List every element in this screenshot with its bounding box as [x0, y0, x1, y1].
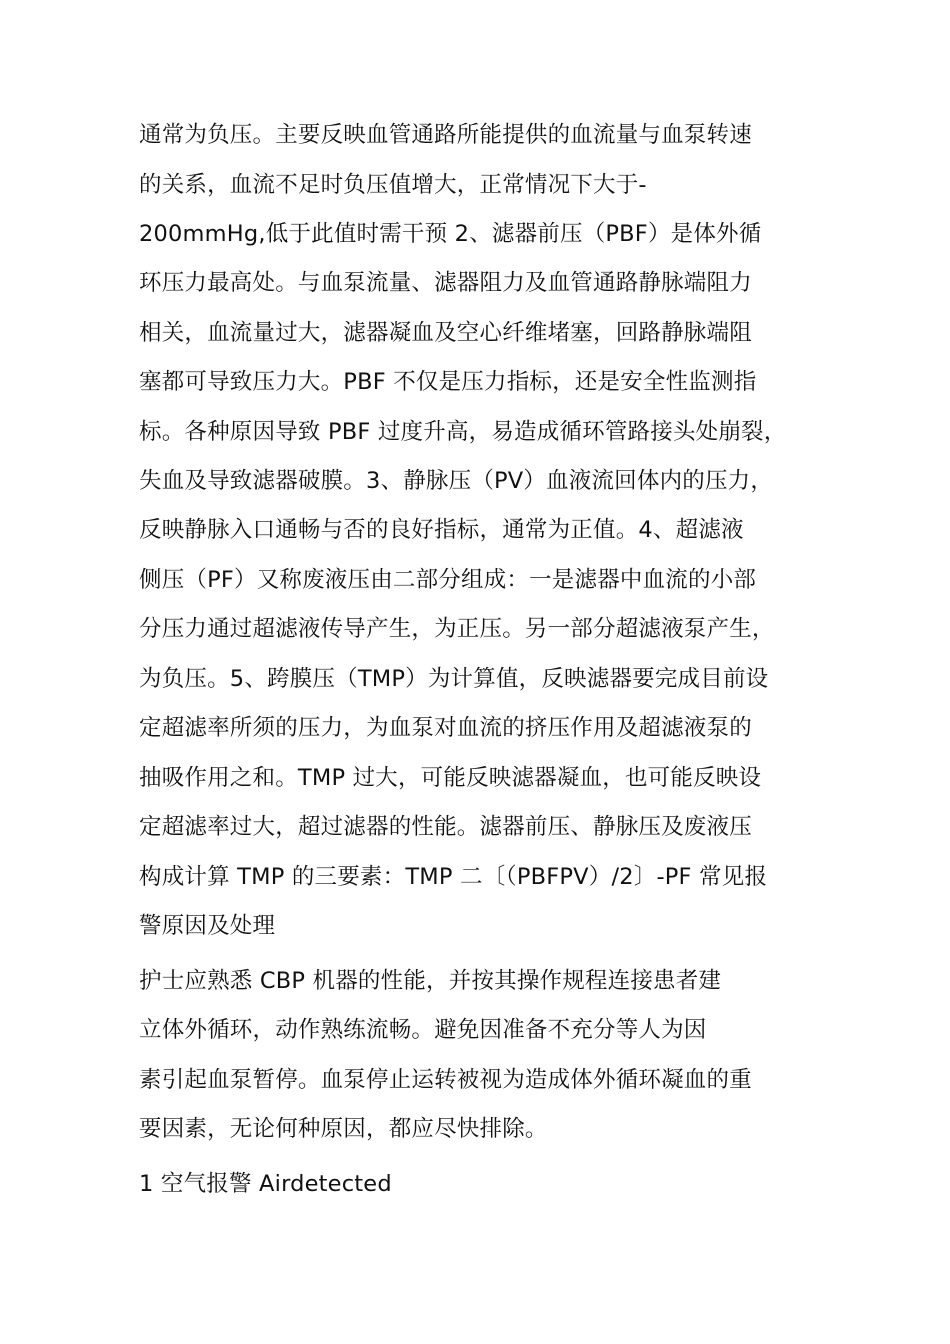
text-line-11: 分压力通过超滤液传导产生，为正压。另一部分超滤液泵产生， [139, 616, 775, 642]
text-line-19: 立体外循环，动作熟练流畅。避免因准备不充分等人为因 [139, 1017, 707, 1043]
text-line-12: 为负压。5、跨膜压（TMP）为计算值，反映滤器要完成目前设 [139, 666, 769, 692]
text-line-6: 塞都可导致压力大。PBF 不仅是压力指标，还是安全性监测指 [139, 369, 757, 395]
text-line-4: 环压力最高处。与血泵流量、滤器阻力及血管通路静脉端阻力 [139, 270, 752, 296]
text-line-16: 构成计算 TMP 的三要素：TMP 二〔（PBFPV）/2〕-PF 常见报 [139, 864, 768, 890]
text-line-3: 200mmHg,低于此值时需干预 2、滤器前压（PBF）是体外循 [139, 221, 762, 247]
text-line-8: 失血及导致滤器破膜。3、静脉压（PV）血液流回体内的压力， [139, 468, 774, 494]
text-line-22: 1 空气报警 Airdetected [139, 1171, 392, 1197]
text-line-13: 定超滤率所须的压力，为血泵对血流的挤压作用及超滤液泵的 [139, 715, 752, 741]
text-line-10: 侧压（PF）又称废液压由二部分组成：一是滤器中血流的小部 [139, 567, 757, 593]
text-line-9: 反映静脉入口通畅与否的良好指标，通常为正值。4、超滤液 [139, 517, 744, 543]
text-line-2: 的关系，血流不足时负压值增大，正常情况下大于- [139, 172, 647, 198]
text-line-5: 相关，血流量过大，滤器凝血及空心纤维堵塞，回路静脉端阻 [139, 320, 752, 346]
text-line-15: 定超滤率过大，超过滤器的性能。滤器前压、静脉压及废液压 [139, 814, 752, 840]
text-line-18: 护士应熟悉 CBP 机器的性能，并按其操作规程连接患者建 [139, 968, 722, 994]
text-line-7: 标。各种原因导致 PBF 过度升高，易造成循环管路接头处崩裂， [139, 419, 787, 445]
text-line-17: 警原因及处理 [139, 913, 276, 939]
text-line-21: 要因素，无论何种原因，都应尽快排除。 [139, 1116, 548, 1142]
text-line-1: 通常为负压。主要反映血管通路所能提供的血流量与血泵转速 [139, 122, 752, 148]
text-line-20: 素引起血泵暂停。血泵停止运转被视为造成体外循环凝血的重 [139, 1067, 752, 1093]
text-line-14: 抽吸作用之和。TMP 过大，可能反映滤器凝血，也可能反映设 [139, 765, 762, 791]
